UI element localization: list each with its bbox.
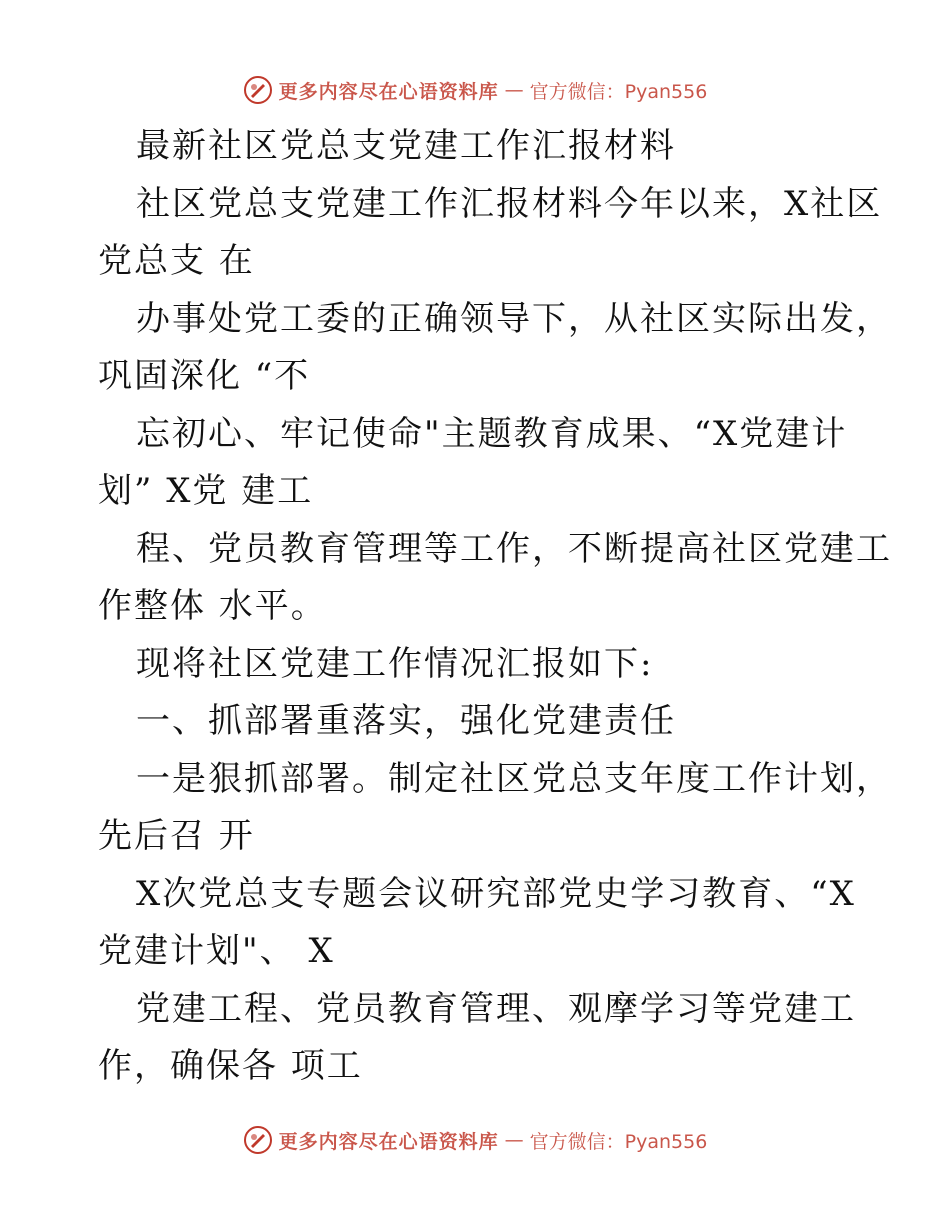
paragraph-line: X次党总支专题会议研究部党史学习教育、“X xyxy=(136,873,856,914)
quill-logo-icon xyxy=(243,75,273,105)
paragraph-line: 程、党员教育管理等工作，不断提高社区党建工 xyxy=(136,528,892,569)
paragraph-line: 党建工程、党员教育管理、观摩学习等党建工 xyxy=(136,988,856,1029)
paragraph-line: 作整体 水平。 xyxy=(98,586,327,626)
watermark-banner-bottom xyxy=(0,1120,950,1160)
watermark-text: 更多内容尽在心语资料库 xyxy=(278,80,499,103)
paragraph-line: 划” X党 建工 xyxy=(98,471,314,511)
paragraph-line: 社区党总支党建工作汇报材料今年以来，X社区 xyxy=(136,183,883,224)
paragraph-line: 一是狠抓部署。制定社区党总支年度工作计划， xyxy=(136,758,892,799)
document-body xyxy=(98,118,892,1096)
watermark-dash: — xyxy=(504,1129,524,1151)
watermark-contact: 官方微信：Pyan556 xyxy=(529,1130,708,1153)
watermark-dash: — xyxy=(504,79,524,101)
quill-logo-icon xyxy=(243,1125,273,1155)
paragraph-line: 党建计划"、 X xyxy=(98,931,335,971)
paragraph-line: 巩固深化 “不 xyxy=(98,356,311,396)
watermark-banner-top xyxy=(0,70,950,110)
section-heading: 一、抓部署重落实，强化党建责任 xyxy=(136,701,676,741)
paragraph-line: 党总支 在 xyxy=(98,241,255,281)
paragraph-line: 忘初心、牢记使命"主题教育成果、“X党建计 xyxy=(136,413,848,454)
paragraph-line: 办事处党工委的正确领导下，从社区实际出发， xyxy=(136,298,892,339)
watermark-contact: 官方微信：Pyan556 xyxy=(529,80,708,103)
paragraph-line: 现将社区党建工作情况汇报如下: xyxy=(136,643,654,684)
watermark-text: 更多内容尽在心语资料库 xyxy=(278,1130,499,1153)
document-title: 最新社区党总支党建工作汇报材料 xyxy=(136,126,676,166)
paragraph-line: 先后召 开 xyxy=(98,816,255,856)
paragraph-line: 作，确保各 项工 xyxy=(98,1046,363,1086)
